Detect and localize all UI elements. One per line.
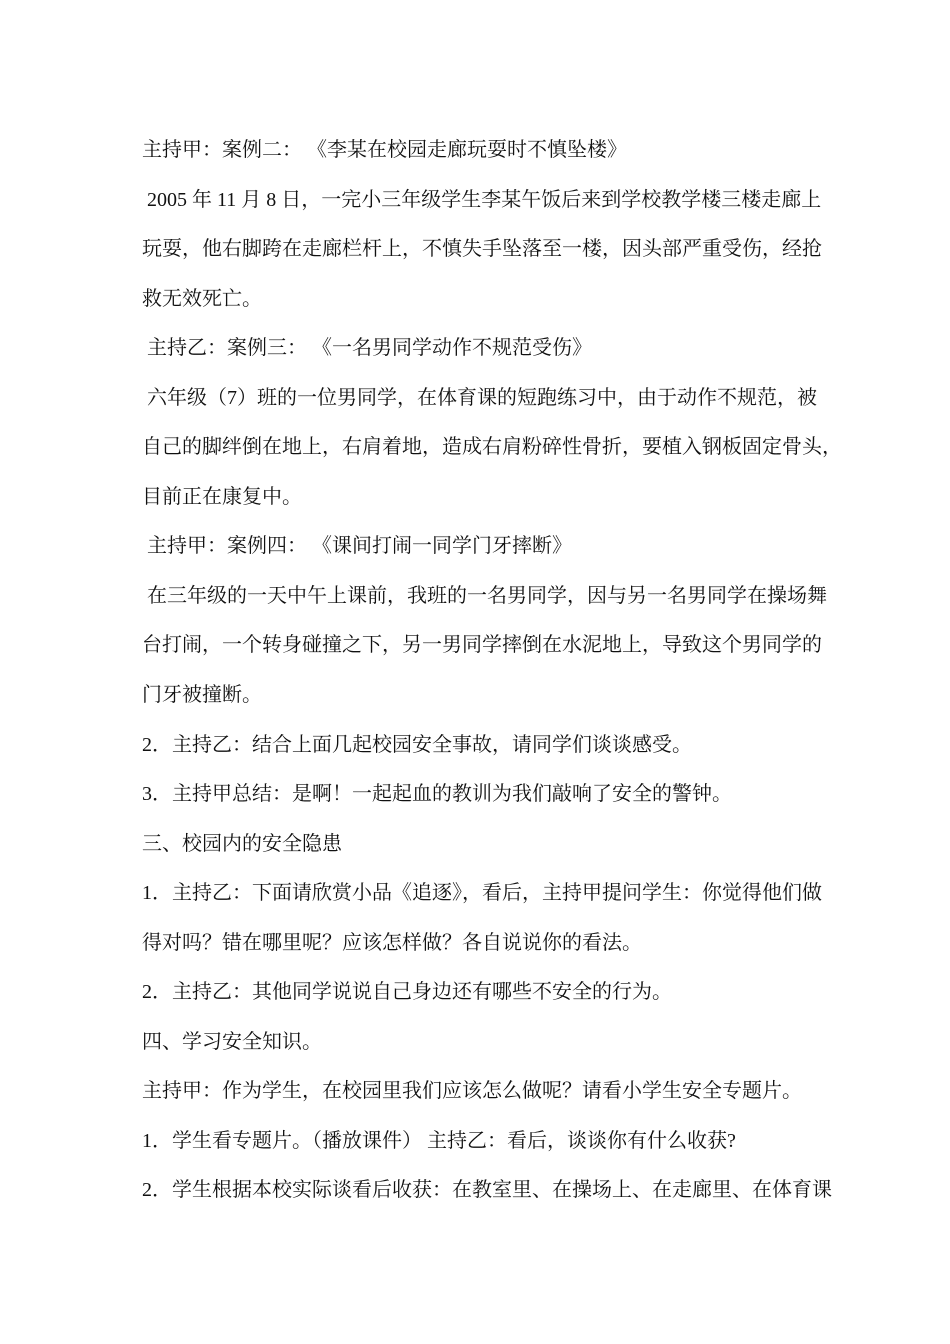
- text-line: 得对吗？错在哪里呢？应该怎样做？各自说说你的看法。: [142, 931, 642, 954]
- text-line: 2005 年 11 月 8 日，一完小三年级学生李某午饭后来到学校教学楼三楼走廊上: [142, 188, 822, 211]
- text-line: 2．主持乙：结合上面几起校园安全事故，请同学们谈谈感受。: [142, 733, 692, 756]
- text-line: 3．主持甲总结：是啊！一起起血的教训为我们敲响了安全的警钟。: [142, 783, 732, 806]
- text-line: 主持乙：案例三： 《一名男同学动作不规范受伤》: [142, 337, 592, 360]
- text-line: 主持甲：案例四： 《课间打闹一同学门牙摔断》: [142, 535, 572, 558]
- text-line: 救无效死亡。: [142, 287, 262, 310]
- text-line: 1．学生看专题片。（播放课件） 主持乙：看后，谈谈你有什么收获?: [142, 1129, 736, 1152]
- text-line: 2．主持乙：其他同学说说自己身边还有哪些不安全的行为。: [142, 981, 672, 1004]
- text-line: 主持甲：案例二： 《李某在校园走廊玩耍时不慎坠楼》: [142, 139, 627, 161]
- text-line: 自己的脚绊倒在地上，右肩着地，造成右肩粉碎性骨折，要植入钢板固定骨头，: [142, 436, 842, 459]
- text-line: 主持甲：作为学生，在校园里我们应该怎么做呢？请看小学生安全专题片。: [142, 1080, 802, 1103]
- text-line: 玩耍，他右脚跨在走廊栏杆上，不慎失手坠落至一楼，因头部严重受伤，经抢: [142, 238, 822, 261]
- text-line: 在三年级的一天中午上课前，我班的一名男同学，因与另一名男同学在操场舞: [142, 584, 827, 607]
- text-line: 三、校园内的安全隐患: [142, 832, 342, 855]
- text-line: 1．主持乙：下面请欣赏小品《追逐》，看后，主持甲提问学生：你觉得他们做: [142, 882, 822, 905]
- text-line: 门牙被撞断。: [142, 684, 262, 707]
- text-line: 目前正在康复中。: [142, 485, 302, 508]
- text-line: 六年级（7）班的一位男同学，在体育课的短跑练习中，由于动作不规范，被: [142, 386, 817, 409]
- text-line: 2．学生根据本校实际谈看后收获：在教室里、在操场上、在走廊里、在体育课: [142, 1179, 832, 1202]
- text-line: 四、学习安全知识。: [142, 1030, 322, 1053]
- document-body: [142, 126, 842, 1216]
- text-line: 台打闹，一个转身碰撞之下，另一男同学摔倒在水泥地上，导致这个男同学的: [142, 634, 822, 657]
